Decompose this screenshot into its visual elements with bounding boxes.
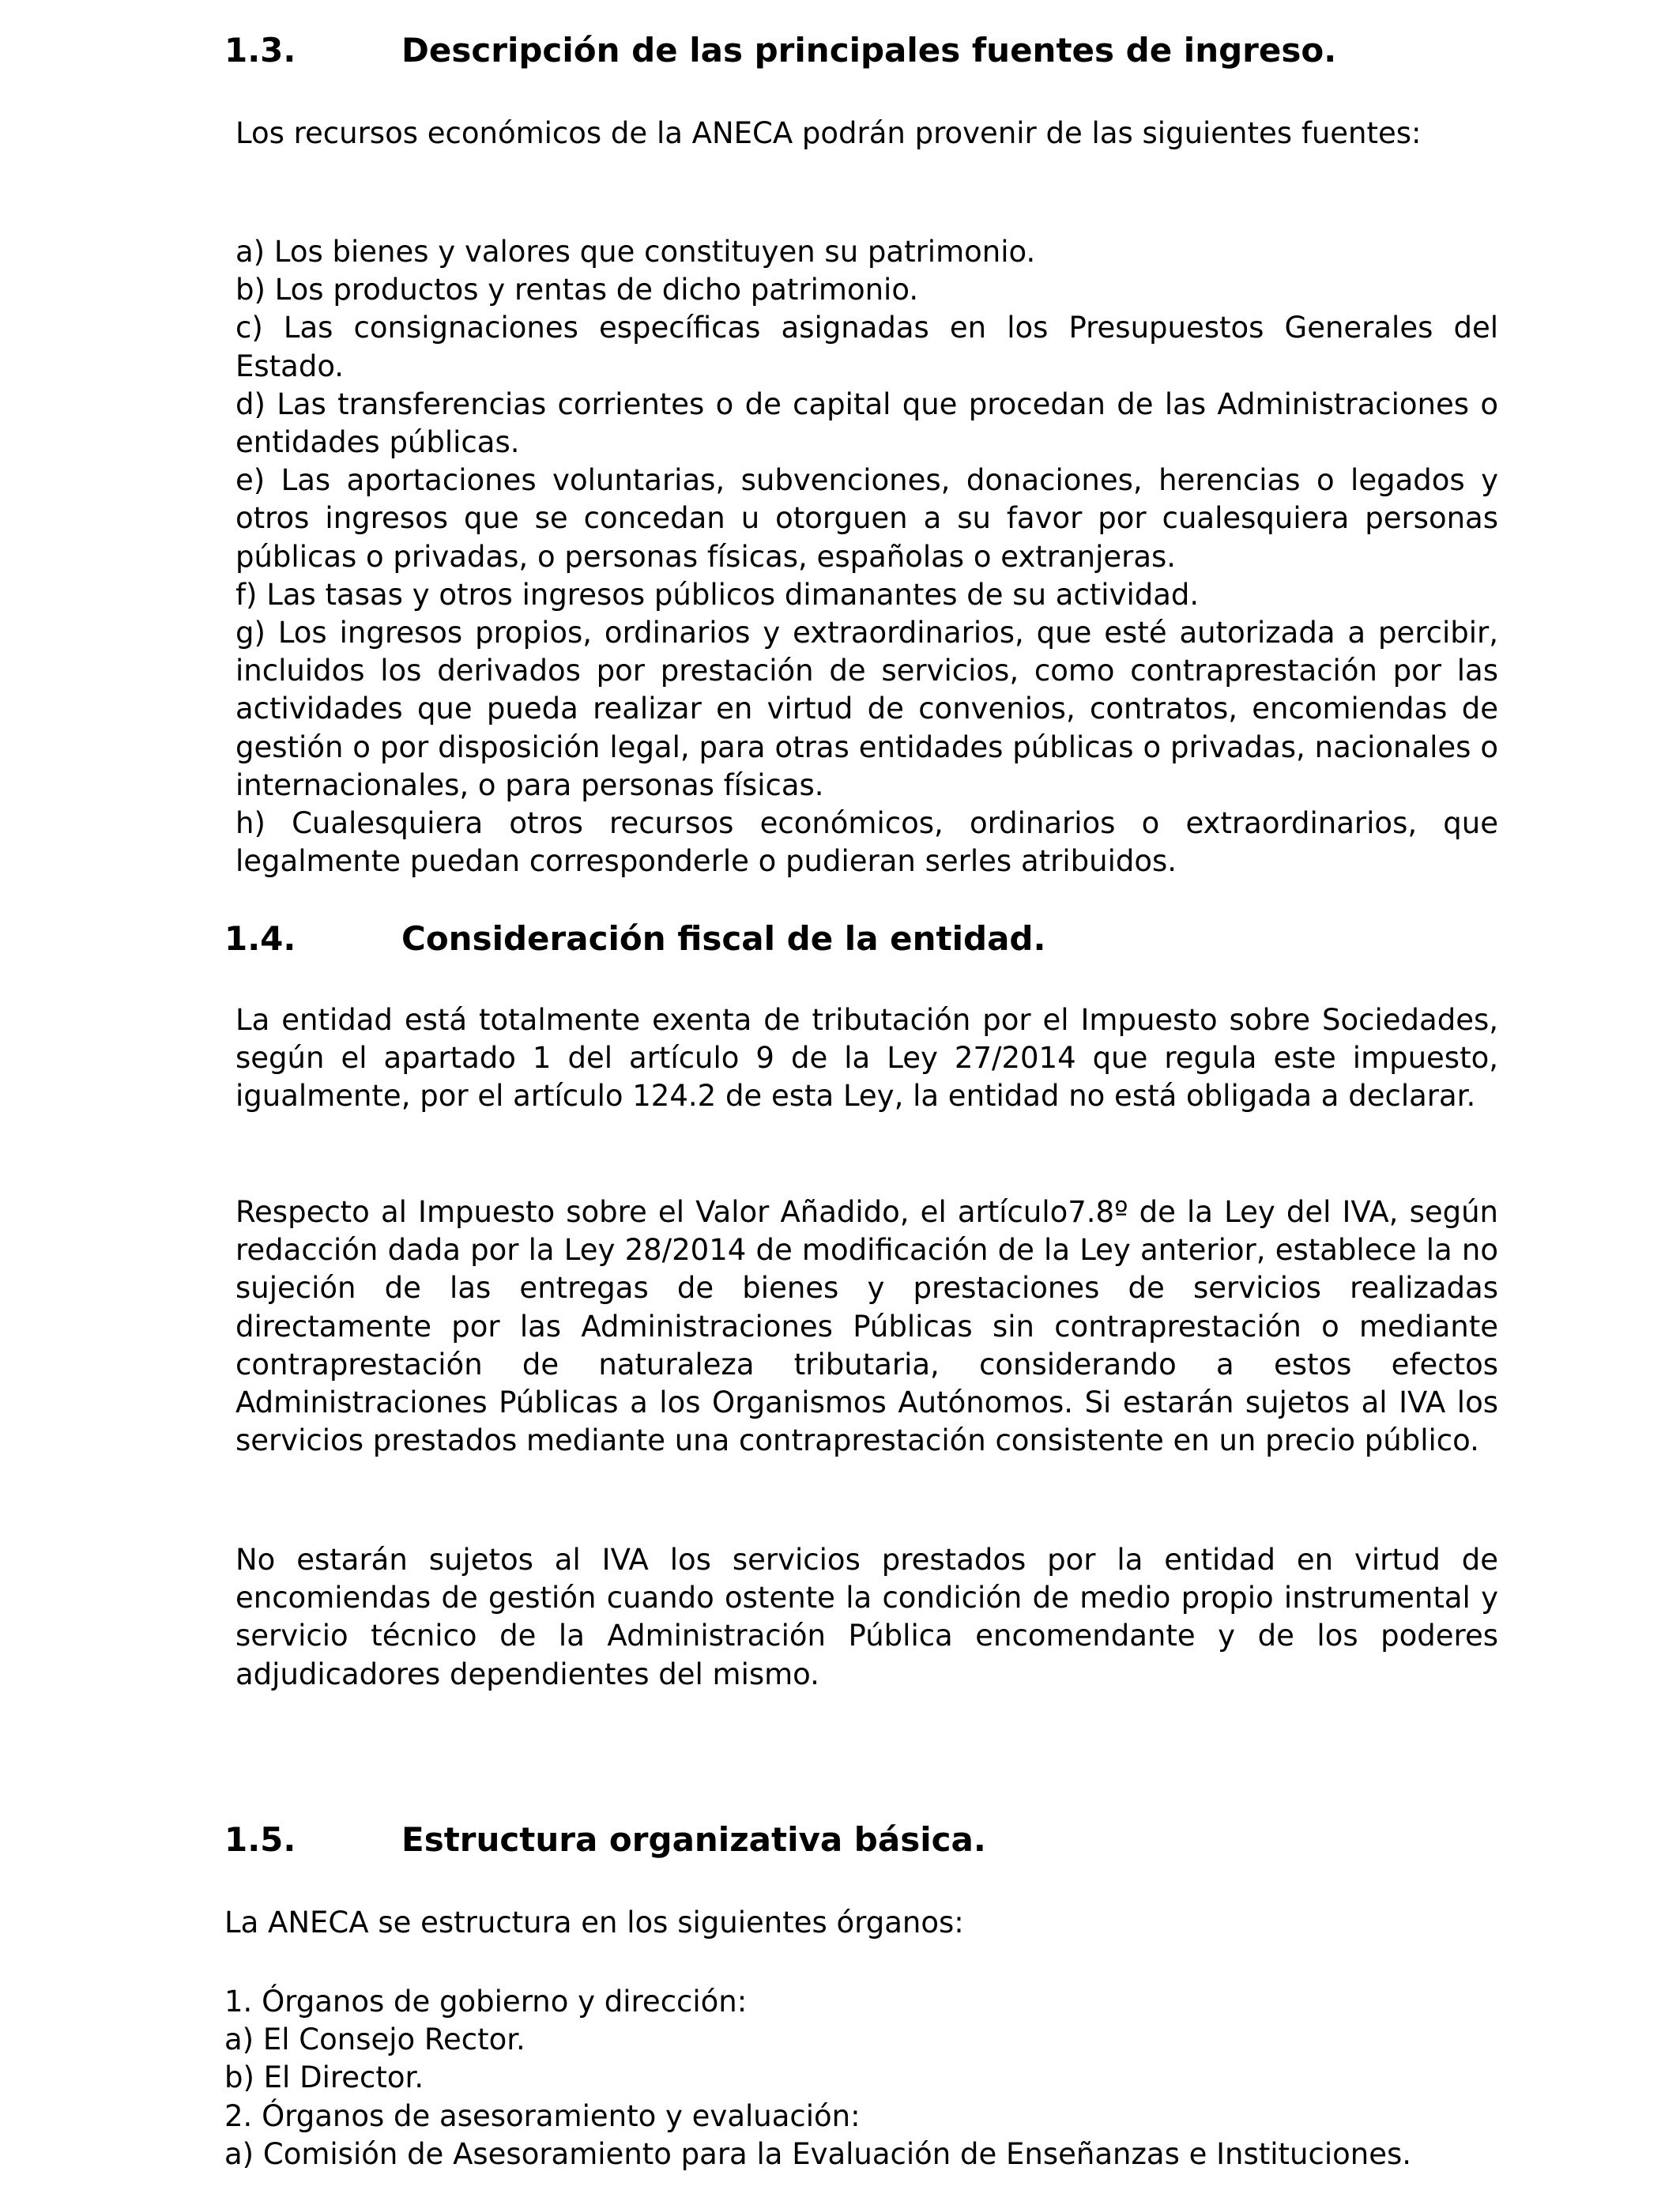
list-item: 1. Órganos de gobierno y dirección: [224, 1985, 748, 2019]
list-item: b) Los productos y rentas de dicho patrimonio. [235, 273, 919, 307]
section-number: 1.3. [224, 31, 296, 70]
list-item: 2. Órganos de asesoramiento y evaluación: [224, 2098, 861, 2133]
list-item: e) Las aportaciones voluntarias, subvenciones, donaciones, herencias o legados y otros ingresos que se concedan u otorguen a su favor por cualesquiera personas públicas o privadas, o personas físicas, españolas o extranjeras. [235, 463, 1498, 574]
income-sources-list [235, 233, 1498, 880]
section-1-3-heading [224, 30, 1336, 71]
section-title: Descripción de las principales fuentes de ingreso. [401, 31, 1337, 70]
list-item: d) Las transferencias corrientes o de capital que procedan de las Administraciones o entidades públicas. [235, 386, 1498, 460]
section-number: 1.4. [224, 919, 296, 958]
organs-list [224, 1983, 1498, 2173]
section-title: Estructura organizativa básica. [401, 1820, 986, 1859]
section-1-3-intro: Los recursos económicos de la ANECA podrán provenir de las siguientes fuentes: [235, 116, 1422, 150]
list-item: f) Las tasas y otros ingresos públicos dimanantes de su actividad. [235, 577, 1200, 612]
section-1-4-heading [224, 918, 1045, 959]
section-1-5-intro: La ANECA se estructura en los siguientes órganos: [224, 1906, 964, 1940]
list-item: g) Los ingresos propios, ordinarios y extraordinarios, que esté autorizada a percibir, incluidos los derivados por prestación de servicios, como contraprestación por las actividades que pueda realizar en virtud de convenios, contratos, encomiendas de gestión o por disposición legal, para otras entidades públicas o privadas, nacionales o internacionales, o para personas físicas. [235, 616, 1498, 802]
list-item: b) El Director. [224, 2060, 424, 2095]
list-item: a) Los bienes y valores que constituyen su patrimonio. [235, 235, 1036, 269]
section-1-5-heading [224, 1819, 986, 1860]
list-item: a) Comisión de Asesoramiento para la Evaluación de Enseñanzas e Instituciones. [224, 2136, 1412, 2171]
list-item: c) Las consignaciones específicas asignadas en los Presupuestos Generales del Estado. [235, 311, 1498, 383]
list-item: h) Cualesquiera otros recursos económicos, ordinarios o extraordinarios, que legalmente puedan corresponderle o pudieran serles atribuidos. [235, 806, 1498, 879]
fiscal-paragraph: Respecto al Impuesto sobre el Valor Añadido, el artículo7.8º de la Ley del IVA, según redacción dada por la Ley 28/2014 de modificación de la Ley anterior, establece la no sujeción de las entregas de bienes y prestaciones de servicios realizadas directamente por las Administraciones Públicas sin contraprestación o mediante contraprestación de naturaleza tributaria, considerando a estos efectos Administraciones Públicas a los Organismos Autónomos. Si estarán sujetos al IVA los servicios prestados mediante una contraprestación consistente en un precio público. [235, 1195, 1498, 1458]
fiscal-paragraph: La entidad está totalmente exenta de tributación por el Impuesto sobre Sociedades, según el apartado 1 del artículo 9 de la Ley 27/2014 que regula este impuesto, igualmente, por el artículo 124.2 de esta Ley, la entidad no está obligada a declarar. [235, 1003, 1498, 1114]
section-number: 1.5. [224, 1820, 296, 1859]
fiscal-paragraph: No estarán sujetos al IVA los servicios prestados por la entidad en virtud de encomiendas de gestión cuando ostente la condición de medio propio instrumental y servicio técnico de la Administración Pública encomendante y de los poderes adjudicadores dependientes del mismo. [235, 1543, 1498, 1691]
section-title: Consideración fiscal de la entidad. [401, 919, 1046, 958]
list-item: a) El Consejo Rector. [224, 2022, 525, 2057]
